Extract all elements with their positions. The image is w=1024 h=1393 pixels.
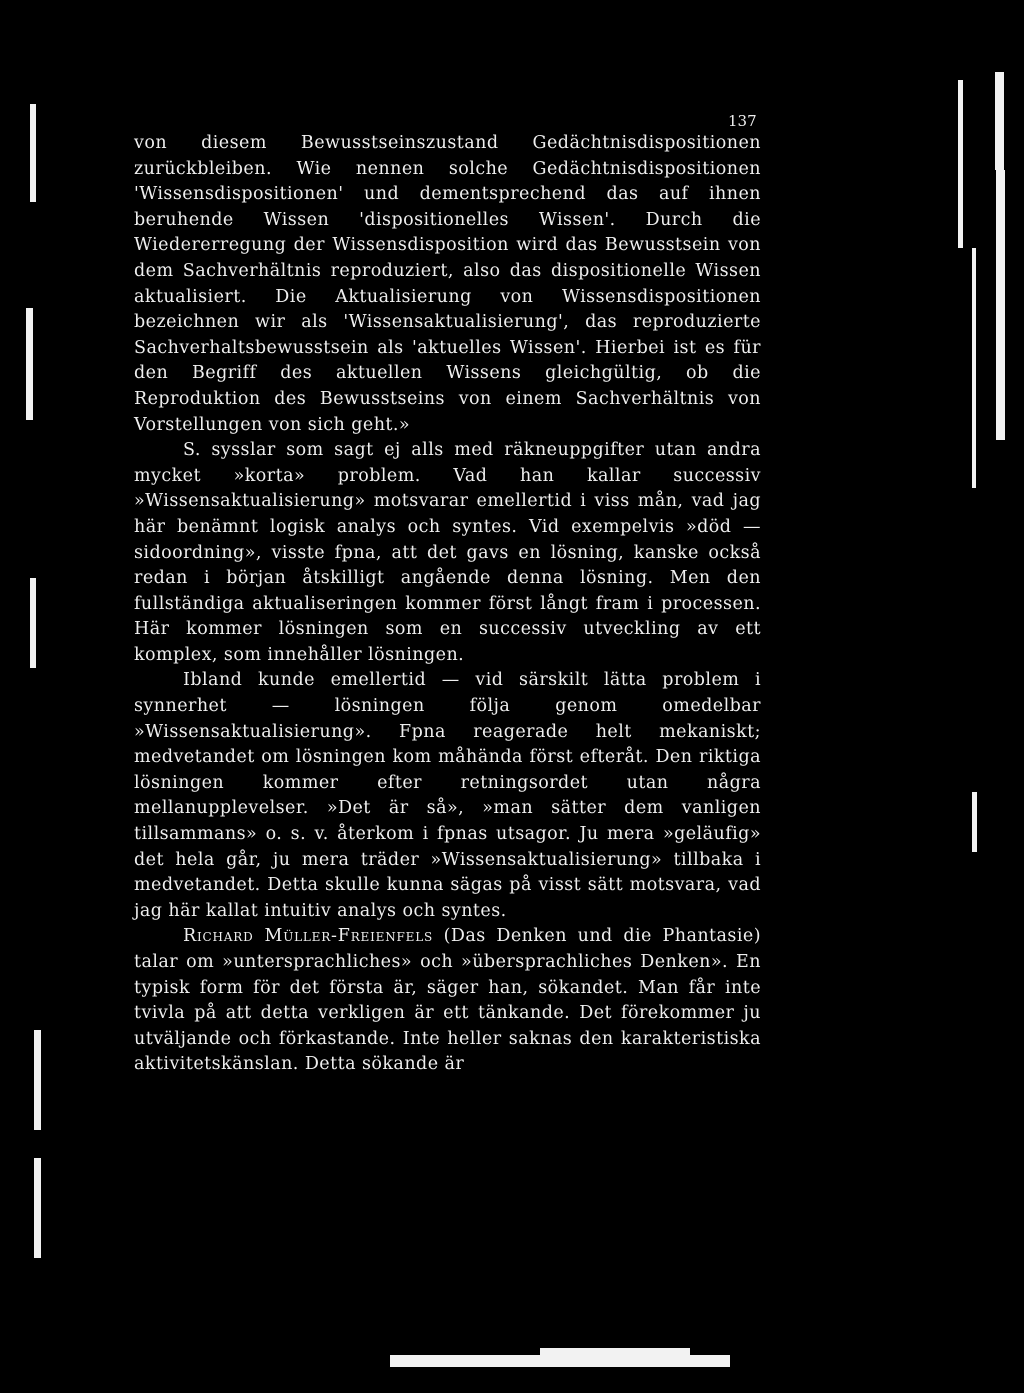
scan-edge-mark [30, 578, 36, 668]
scan-edge-mark [34, 1030, 41, 1130]
page-body [134, 131, 761, 1078]
scan-edge-mark [995, 72, 1004, 170]
scan-edge-mark [972, 248, 976, 488]
scan-edge-mark [996, 170, 1005, 440]
scan-edge-mark [972, 792, 977, 852]
paragraph: S. sysslar som sagt ej alls med räkneuppgifter utan andra mycket »korta» problem. Vad han kallar successiv »Wissensaktualisierung» motsvarar emellertid i viss mån, vad jag här benämnt logisk analys och syntes. Vid exempelvis »död — sidoordning», visste fpna, att det gavs en lösning, kanske också redan i början åtskilligt angående denna lösning. Men den fullständiga aktualiseringen kommer först långt fram i processen. Här kommer lösningen som en successiv utveckling av ett komplex, som innehåller lösningen. [134, 440, 761, 665]
scan-edge-mark [34, 1158, 41, 1258]
scan-bottom-edge-strip [540, 1348, 690, 1356]
paragraph-text: (Das Denken und die Phantasie) talar om »untersprachliches» och »übersprachliches Denken». En typisk form för det första är, säger han, sökandet. Man får inte tvivla på att detta verkligen är ett tänkande. Det förekommer ju utväljande och förkastande. Inte heller saknas den karakteristiska aktivitetskänslan. Detta sökande är [134, 926, 761, 1075]
page-number: 137 [728, 112, 757, 130]
scan-bottom-edge [390, 1355, 730, 1367]
paragraph [134, 924, 761, 1078]
scan-edge-mark [30, 104, 36, 202]
scan-edge-mark [26, 308, 33, 420]
paragraph: von diesem Bewusstseinszustand Gedächtnisdispositionen zurückbleiben. Wie nennen solche Gedächtnisdispositionen 'Wissensdispositionen' und dementsprechend das auf ihnen beruhende Wissen 'dispositionelles Wissen'. Durch die Wiedererregung der Wissensdisposition wird das Bewusstsein von dem Sachverhältnis reproduziert, also das dispositionelle Wissen aktualisiert. Die Aktualisierung von Wissensdispositionen bezeichnen wir als 'Wissensaktualisierung', das reproduzierte Sachverhaltsbewusstsein als 'aktuelles Wissen'. Hierbei ist es für den Begriff des aktuellen Wissens gleichgültig, ob die Reproduktion des Bewusstseins von einem Sachverhältnis von Vorstellungen von sich geht.» [134, 133, 761, 435]
author-name: Richard Müller-Freienfels [183, 926, 433, 947]
paragraph: Ibland kunde emellertid — vid särskilt lätta problem i synnerhet — lösningen följa genom omedelbar »Wissensaktualisierung». Fpna reagerade helt mekaniskt; medvetandet om lösningen kom måhända först efteråt. Den riktiga lösningen kommer efter retningsordet utan några mellanupplevelser. »Det är så», »man sätter dem vanligen tillsammans» o. s. v. återkom i fpnas utsagor. Ju mera »geläufig» det hela går, ju mera träder »Wissensaktualisierung» tillbaka i medvetandet. Detta skulle kunna sägas på visst sätt motsvara, vad jag här kallat intuitiv analys och syntes. [134, 670, 761, 921]
scan-edge-mark [958, 80, 963, 248]
